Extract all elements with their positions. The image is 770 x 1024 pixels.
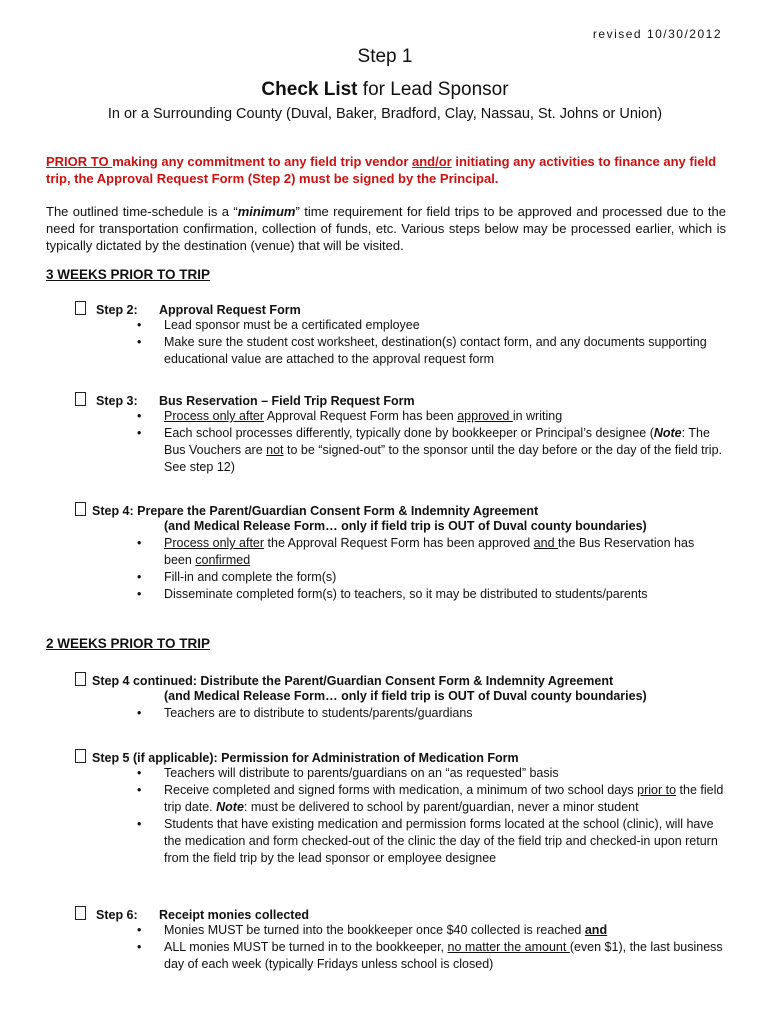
list-item: • Make sure the student cost worksheet, destination(s) contact form, and any documents supporting educational value are attached to the approval request form: [137, 334, 725, 368]
section-2-weeks: 2 WEEKS PRIOR TO TRIP: [46, 636, 211, 651]
text: : must be delivered to school by parent/guardian, never a minor student: [243, 800, 639, 814]
text: Approval Request Form has been: [264, 409, 458, 423]
checkbox-step-4-continued[interactable]: [75, 672, 86, 686]
text: the Bus Reservation has been: [164, 536, 695, 567]
checkbox-step-5[interactable]: [75, 749, 86, 763]
step-3-title: Bus Reservation – Field Trip Request Form: [159, 394, 415, 408]
page-step-title: Step 1: [357, 46, 413, 67]
step-4-title: Step 4: Prepare the Parent/Guardian Consent Form & Indemnity Agreement: [92, 504, 539, 518]
step-4: [75, 502, 725, 603]
step-3: [75, 392, 725, 476]
list-item: [137, 408, 725, 425]
text: to be “signed-out” to the sponsor until the day before or the day of the field trip. See step 12): [164, 443, 723, 474]
warning-part1: making any commitment to any field trip vendor: [112, 154, 412, 169]
no-matter-amount: no matter the amount: [447, 940, 570, 954]
text: in writing: [512, 409, 563, 423]
step-5: [75, 749, 725, 867]
note-label: Note: [216, 800, 244, 814]
text: the field trip date.: [164, 783, 724, 814]
checkbox-step-6[interactable]: [75, 906, 86, 920]
intro-a: The outlined time-schedule is a “: [46, 204, 238, 219]
text: Receive completed and signed forms with medication, a minimum of two school days: [164, 783, 638, 797]
list-item: • Fill-in and complete the form(s): [137, 569, 725, 586]
list-item: [137, 939, 725, 973]
text: ALL monies MUST be turned in to the bookkeeper,: [164, 940, 448, 954]
step-4-continued-subtitle: (and Medical Release Form… only if field trip is OUT of Duval county boundaries): [164, 689, 647, 703]
step-6-title: Receipt monies collected: [159, 908, 310, 922]
warning-text: [46, 153, 726, 187]
intro-b: ” time requirement for field trips to be approved and processed due to the need for transportation confirmation, collection of funds, etc. Various steps below may be processed earlier, which is typically dictated by the destination (venue) that will be visited.: [46, 204, 727, 253]
prior-to-word: prior to: [637, 783, 677, 797]
text: Monies MUST be turned into the bookkeeper once $40 collected is reached: [164, 923, 585, 937]
step-4-subtitle: (and Medical Release Form… only if field trip is OUT of Duval county boundaries): [164, 519, 647, 533]
list-item: [137, 922, 725, 939]
step-2-title: Approval Request Form: [159, 303, 301, 317]
minimum-word: minimum: [237, 204, 296, 219]
list-item: [137, 425, 725, 476]
step-2: [75, 301, 725, 368]
list-item: • Disseminate completed form(s) to teachers, so it may be distributed to students/parents: [137, 586, 725, 603]
and-word: and: [584, 923, 608, 937]
approved: approved: [457, 409, 513, 423]
checkbox-step-3[interactable]: [75, 392, 86, 406]
revised-date: revised 10/30/2012: [592, 27, 722, 41]
section-3-weeks: 3 WEEKS PRIOR TO TRIP: [46, 267, 211, 282]
text: (even $1), the last business day of each week (typically Fridays unless school is closed): [164, 940, 723, 971]
step-4-continued: [75, 672, 725, 722]
process-only-after: Process only after: [164, 536, 265, 550]
list-item: • Teachers will distribute to parents/guardians on an “as requested” basis: [137, 765, 725, 782]
step-2-label: Step 2:: [96, 303, 138, 317]
page-title: [0, 79, 770, 101]
list-item: • Teachers are to distribute to students/parents/guardians: [137, 705, 725, 722]
step-3-label: Step 3:: [96, 394, 138, 408]
and-word: and: [533, 536, 559, 550]
step-5-title: Step 5 (if applicable): Permission for Administration of Medication Form: [92, 751, 519, 765]
list-item: [137, 782, 725, 816]
prior-to: PRIOR TO: [46, 154, 113, 169]
checkbox-step-2[interactable]: [75, 301, 86, 315]
not-word: not: [266, 443, 284, 457]
confirmed: confirmed: [195, 553, 251, 567]
step-4-continued-title: Step 4 continued: Distribute the Parent/Guardian Consent Form & Indemnity Agreement: [92, 674, 614, 688]
text: the Approval Request Form has been approved: [264, 536, 534, 550]
text: Each school processes differently, typically done by bookkeeper or Principal’s designee (: [164, 426, 654, 440]
list-item: • Lead sponsor must be a certificated employee: [137, 317, 725, 334]
warning-part2: initiating any activities to finance any field trip, the Approval Request Form (Step 2) must be signed by the Principal.: [46, 154, 717, 186]
list-item: • Students that have existing medication and permission forms located at the school (clinic), will have the medication and form checked-out of the clinic the day of the field trip and checked-in upon return from the field trip by the lead sponsor or employee designee: [137, 816, 725, 867]
intro-paragraph: [46, 203, 726, 254]
process-only-after: Process only after: [164, 409, 265, 423]
step-6-label: Step 6:: [96, 908, 138, 922]
for-lead-label: for Lead Sponsor: [357, 79, 509, 100]
county-subtitle: In or a Surrounding County (Duval, Baker, Bradford, Clay, Nassau, St. Johns or Union): [107, 106, 663, 122]
step-6: [75, 906, 725, 973]
note-label: Note: [653, 426, 682, 440]
checkbox-step-4[interactable]: [75, 502, 86, 516]
and-or: and/or: [412, 154, 452, 169]
text: : The Bus Vouchers are: [164, 426, 710, 457]
check-list-label: Check List: [261, 79, 358, 100]
list-item: [137, 535, 725, 569]
